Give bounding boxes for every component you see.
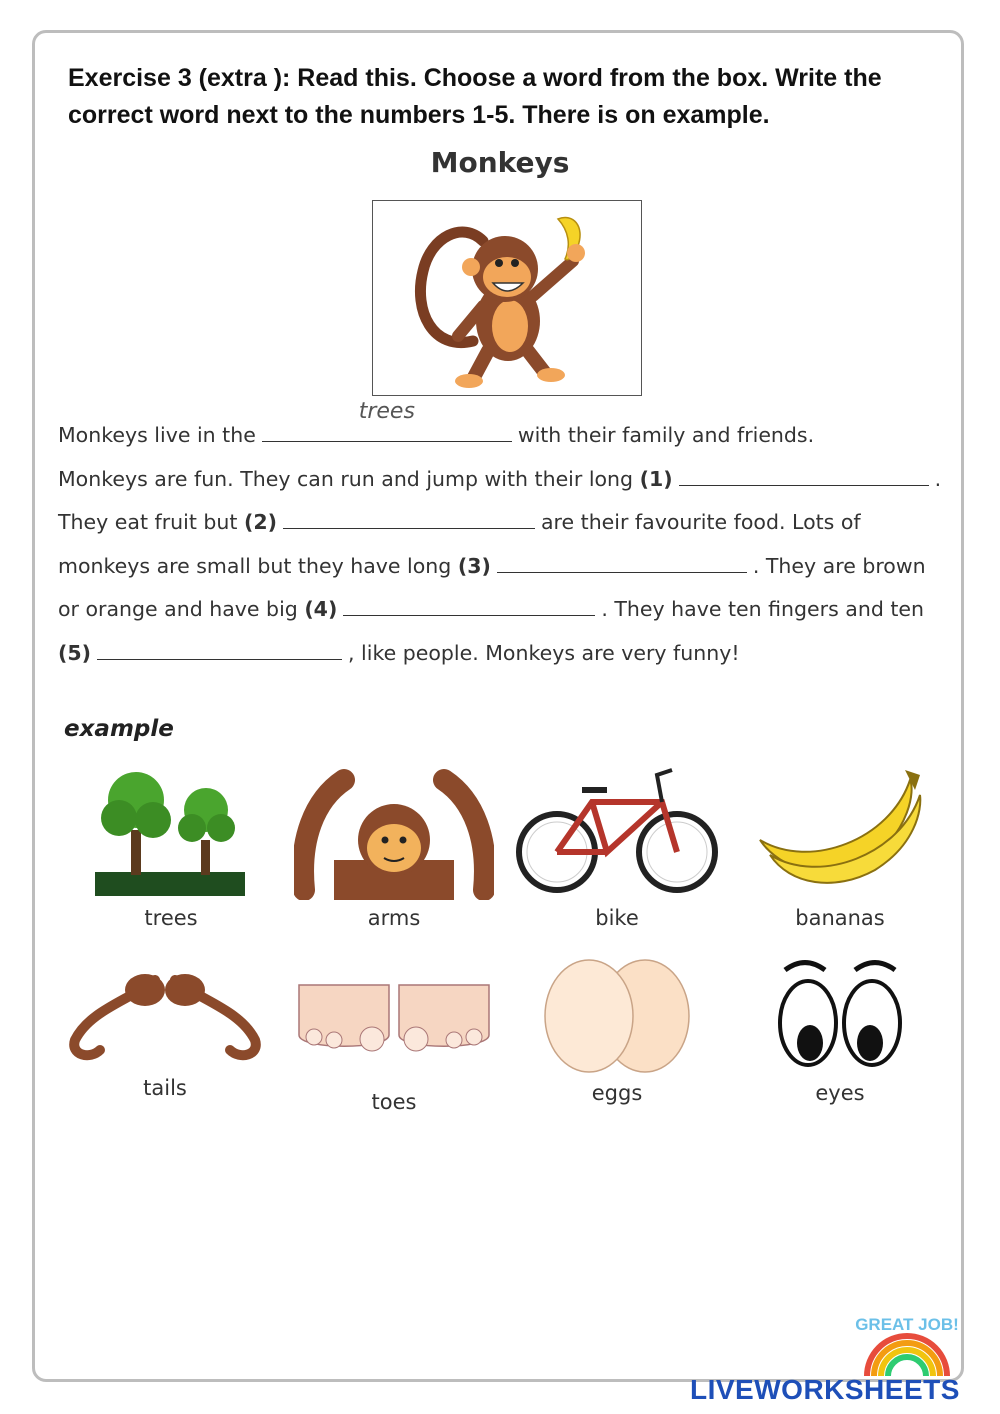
toes-icon — [294, 975, 494, 1070]
monkey-arms-icon — [294, 760, 494, 900]
word-card-bike — [512, 760, 722, 930]
word-trees: trees — [144, 906, 198, 930]
number-3: (3) — [457, 553, 491, 578]
page-title: Monkeys — [430, 146, 570, 179]
bike-icon — [512, 760, 722, 900]
word-tails: tails — [143, 1076, 187, 1100]
answer-blank-4[interactable] — [343, 593, 595, 616]
monkey-icon — [373, 201, 640, 394]
word-eyes: eyes — [815, 1081, 865, 1105]
monkey-picture — [372, 200, 642, 396]
passage-line-6: (5) , like people. Monkeys are very funny! — [58, 632, 958, 676]
passage — [58, 399, 958, 676]
rainbow-icon — [842, 1308, 972, 1378]
word-eggs: eggs — [591, 1081, 643, 1105]
passage-line-2: Monkeys are fun. They can run and jump with their long (1) . — [58, 458, 958, 502]
passage-line-1: Monkeys live in the trees with their family and friends. — [58, 399, 815, 447]
passage-line-4: monkeys are small but they have long (3) . They are brown — [58, 545, 958, 589]
instructions: Exercise 3 (extra ): Read this. Choose a word from the box. Write the correct word next to the numbers 1-5. There is on example. — [68, 64, 882, 129]
liveworksheets-logo: LIVEWORKSHEETS — [690, 1374, 960, 1405]
answer-blank-5[interactable] — [97, 637, 342, 660]
eyes-icon — [770, 955, 910, 1075]
number-2: (2) — [243, 510, 277, 535]
word-card-trees — [66, 760, 276, 930]
example-answer: trees — [358, 399, 415, 424]
word-card-toes — [289, 975, 499, 1114]
eggs-icon — [537, 950, 697, 1075]
answer-blank-1[interactable] — [679, 463, 929, 486]
trees-icon — [91, 760, 251, 900]
word-card-bananas — [735, 760, 945, 930]
word-card-eggs — [512, 950, 722, 1105]
answer-blank-2[interactable] — [283, 506, 535, 529]
word-card-tails — [60, 960, 270, 1100]
word-card-arms — [289, 760, 499, 930]
word-bananas: bananas — [795, 906, 885, 930]
example-label: example — [64, 716, 174, 742]
passage-line-5: or orange and have big (4) . They have ten fingers and ten — [58, 588, 958, 632]
bananas-icon — [750, 760, 930, 900]
word-card-eyes — [735, 955, 945, 1105]
word-arms: arms — [367, 906, 421, 930]
number-5: (5) — [58, 640, 92, 665]
word-bike: bike — [595, 906, 639, 930]
answer-blank-3[interactable] — [497, 550, 747, 573]
tails-icon — [60, 960, 270, 1070]
great-job-badge — [842, 1308, 972, 1382]
example-answer-blank — [262, 399, 512, 442]
badge-text: GREAT JOB! — [855, 1315, 959, 1334]
number-4: (4) — [304, 597, 338, 622]
passage-line-3: They eat fruit but (2) are their favourite food. Lots of — [58, 501, 958, 545]
word-toes: toes — [371, 1090, 417, 1114]
number-1: (1) — [639, 466, 673, 491]
